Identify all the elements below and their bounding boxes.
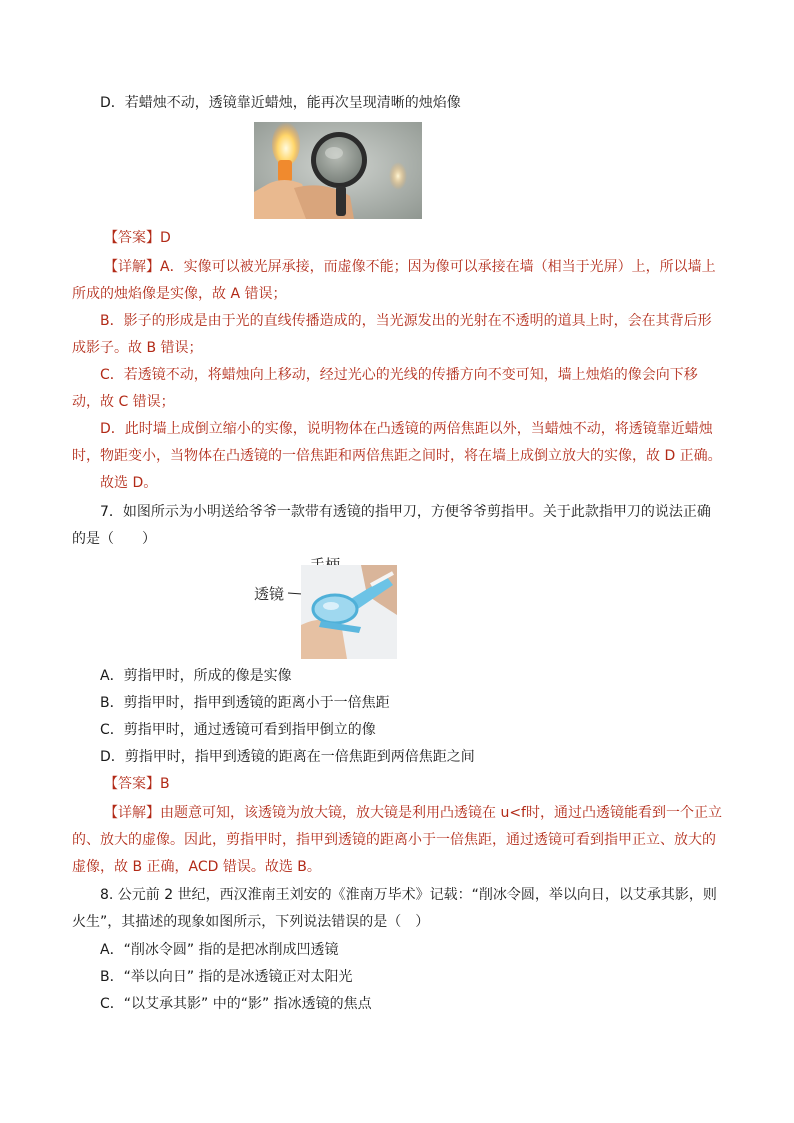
- q6-detail-line-6: 动，故 C 错误；: [72, 394, 175, 410]
- q8-stem-line-1: 8. 公元前 2 世纪，西汉淮南王刘安的《淮南万毕术》记载：“削冰令圆，举以向日，以艾承其影，则: [100, 887, 717, 903]
- q7-stem-line-1: 7．如图所示为小明送给爷爷一款带有透镜的指甲刀，方便爷爷剪指甲。关于此款指甲刀的说法正确: [100, 504, 711, 520]
- q8-option-b: B．“举以向日” 指的是冰透镜正对太阳光: [100, 969, 353, 985]
- q6-answer: [104, 228, 171, 248]
- nail-clipper-photo: [301, 565, 397, 659]
- q7-detail-text-1: 由题意可知，该透镜为放大镜，放大镜是利用凸透镜在 u<f时，通过凸透镜能看到一个正立: [160, 805, 722, 821]
- q7-option-a: A．剪指甲时，所成的像是实像: [100, 668, 292, 684]
- q6-detail-line-9: 故选 D。: [100, 475, 158, 491]
- q6-detail-text-1: A．实像可以被光屏承接，而虚像不能；因为像可以承接在墙（相当于光屏）上，所以墙上: [160, 259, 716, 275]
- q8-stem-line-2: 火生”，其描述的现象如图所示，下列说法错误的是（ ）: [72, 914, 430, 930]
- q6-detail-tag: 【详解】: [104, 259, 160, 275]
- q6-detail-line-5: C．若透镜不动，将蜡烛向上移动，经过光心的光线的传播方向不变可知，墙上烛焰的像会向下移: [100, 367, 698, 383]
- q6-answer-value: D: [160, 230, 171, 246]
- q7-option-b: B．剪指甲时，指甲到透镜的距离小于一倍焦距: [100, 695, 390, 711]
- q8-option-c: C．“以艾承其影” 中的“影” 指冰透镜的焦点: [100, 996, 372, 1012]
- q7-answer-value: B: [160, 776, 170, 792]
- q6-detail-line-1: [104, 257, 716, 277]
- q6-detail-line-4: 成影子。故 B 错误；: [72, 340, 203, 356]
- candle-lens-image: [254, 122, 422, 219]
- q6-detail-line-8: 时，物距变小，当物体在凸透镜的一倍焦距和两倍焦距之间时，将在墙上成倒立放大的实像，故 D 正确。: [72, 448, 722, 464]
- q7-detail-line-2: 的、放大的虚像。因此，剪指甲时，指甲到透镜的距离小于一倍焦距，通过透镜可看到指甲正立、放大的: [72, 832, 716, 848]
- q6-detail-line-2: 所成的烛焰像是实像，故 A 错误；: [72, 286, 287, 302]
- q8-option-a: A．“削冰令圆” 指的是把冰削成凹透镜: [100, 942, 339, 958]
- q7-option-d: D．剪指甲时，指甲到透镜的距离在一倍焦距到两倍焦距之间: [100, 749, 475, 765]
- q7-stem-line-2: 的是（ ）: [72, 531, 156, 547]
- candle-lens-photo: [254, 122, 422, 219]
- q6-detail-line-3: B．影子的形成是由于光的直线传播造成的，当光源发出的光射在不透明的道具上时，会在其背后形: [100, 313, 712, 329]
- figure-label-lens: 透镜: [254, 585, 285, 603]
- q6-answer-tag: 【答案】: [104, 230, 160, 246]
- q6-detail-line-7: D．此时墙上成倒立缩小的实像，说明物体在凸透镜的两倍焦距以外，当蜡烛不动，将透镜靠近蜡烛: [100, 421, 713, 437]
- q7-answer: [104, 774, 170, 794]
- q7-detail-tag: 【详解】: [104, 805, 160, 821]
- nail-clipper-image: [301, 565, 397, 659]
- q7-detail-line-1: [104, 803, 722, 823]
- q7-detail-line-3: 虚像，故 B 正确，ACD 错误。故选 B。: [72, 859, 321, 875]
- q7-option-c: C．剪指甲时，通过透镜可看到指甲倒立的像: [100, 722, 376, 738]
- q6-option-d: D．若蜡烛不动，透镜靠近蜡烛，能再次呈现清晰的烛焰像: [100, 95, 461, 111]
- q7-answer-tag: 【答案】: [104, 776, 160, 792]
